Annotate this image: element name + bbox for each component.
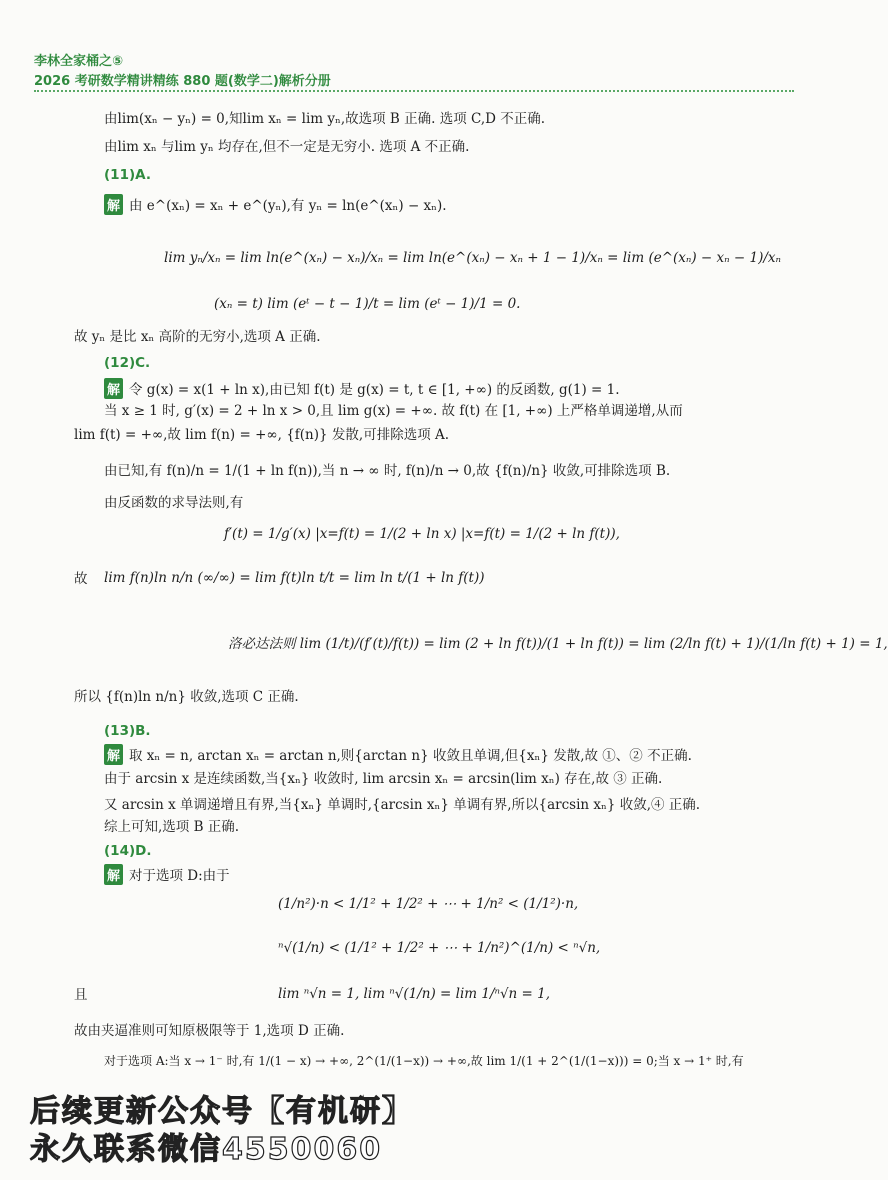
header-divider: [34, 90, 794, 92]
solution-line: [104, 194, 447, 215]
solution-line: [104, 378, 620, 399]
text-line: 综上可知,选项 B 正确.: [104, 819, 240, 835]
text-line: 由于 arcsin x 是连续函数,当{xₙ} 收敛时, lim arcsin xₙ = arcsin(lim xₙ) 存在,故 ③ 正确.: [104, 771, 663, 787]
answer-13: (13)B.: [104, 723, 151, 739]
equation: ⁿ√(1/n) < (1/1² + 1/2² + ⋯ + 1/n²)^(1/n) < ⁿ√n,: [278, 940, 601, 956]
answer-12: (12)C.: [104, 355, 151, 371]
text-line: 当 x ≥ 1 时, g′(x) = 2 + ln x > 0,且 lim g(x) = +∞. 故 f(t) 在 [1, +∞) 上严格单调递增,从而: [104, 403, 683, 419]
text-line: 故 yₙ 是比 xₙ 高阶的无穷小,选项 A 正确.: [74, 329, 321, 345]
text-line: 由已知,有 f(n)/n = 1/(1 + ln f(n)),当 n → ∞ 时, f(n)/n → 0,故 {f(n)/n} 收敛,可排除选项 B.: [104, 463, 671, 479]
header-subtitle: 2026 考研数学精讲精练 880 题(数学二)解析分册: [34, 74, 331, 89]
text-line: 对于选项 A:当 x → 1⁻ 时,有 1/(1 − x) → +∞, 2^(1/(1−x)) → +∞,故 lim 1/(1 + 2^(1/(1−x))) = 0;当 x → 1⁺ 时,有: [104, 1054, 744, 1068]
text-line: 且: [74, 987, 88, 1003]
text-line: 由lim xₙ 与lim yₙ 均存在,但不一定是无穷小. 选项 A 不正确.: [104, 139, 470, 155]
text-line: lim f(t) = +∞,故 lim f(n) = +∞, {f(n)} 发散,可排除选项 A.: [74, 427, 450, 443]
text-line: 对于选项 D:由于: [129, 868, 230, 884]
equation: 洛必达法则 lim (1/t)/(f′(t)/f(t)) = lim (2 + ln f(t))/(1 + ln f(t)) = lim (2/ln f(t) + 1)/(1/ln f(t) + 1) = 1,: [228, 636, 888, 652]
answer-14: (14)D.: [104, 843, 152, 859]
solution-badge: 解: [104, 864, 123, 885]
text-line: 由lim(xₙ − yₙ) = 0,知lim xₙ = lim yₙ,故选项 B 正确. 选项 C,D 不正确.: [104, 111, 546, 127]
solution-badge: 解: [104, 744, 123, 765]
text-line: 故由夹逼准则可知原极限等于 1,选项 D 正确.: [74, 1023, 345, 1039]
equation: lim f(n)ln n/n (∞/∞) = lim f(t)ln t/t = lim ln t/(1 + ln f(t)): [104, 570, 485, 586]
solution-badge: 解: [104, 378, 123, 399]
header-title: 李林全家桶之⑤: [34, 54, 124, 69]
text-line: 由 e^(xₙ) = xₙ + e^(yₙ),有 yₙ = ln(e^(xₙ) − xₙ).: [129, 198, 447, 214]
equation: lim yₙ/xₙ = lim ln(e^(xₙ) − xₙ)/xₙ = lim ln(e^(xₙ) − xₙ + 1 − 1)/xₙ = lim (e^(xₙ) − xₙ − 1)/xₙ: [164, 250, 781, 266]
text-line: 又 arcsin x 单调递增且有界,当{xₙ} 单调时,{arcsin xₙ} 单调有界,所以{arcsin xₙ} 收敛,④ 正确.: [104, 797, 701, 813]
text-line: 所以 {f(n)ln n/n} 收敛,选项 C 正确.: [74, 689, 299, 705]
solution-line: [104, 864, 230, 885]
watermark-line-1: 后续更新公众号【有机研】: [30, 1094, 414, 1129]
answer-11: (11)A.: [104, 167, 151, 183]
solution-line: [104, 744, 692, 765]
equation: (xₙ = t) lim (eᵗ − t − 1)/t = lim (eᵗ − 1)/1 = 0.: [214, 296, 521, 312]
text-line: 取 xₙ = n, arctan xₙ = arctan n,则{arctan n} 收敛且单调,但{xₙ} 发散,故 ①、② 不正确.: [129, 748, 692, 764]
solution-badge: 解: [104, 194, 123, 215]
text-line: 令 g(x) = x(1 + ln x),由已知 f(t) 是 g(x) = t, t ∈ [1, +∞) 的反函数, g(1) = 1.: [129, 382, 620, 398]
watermark-line-2: 永久联系微信4550060: [30, 1132, 383, 1167]
text-line: 故: [74, 571, 88, 587]
equation: lim ⁿ√n = 1, lim ⁿ√(1/n) = lim 1/ⁿ√n = 1,: [278, 986, 551, 1002]
equation: f′(t) = 1/g′(x) |x=f(t) = 1/(2 + ln x) |x=f(t) = 1/(2 + ln f(t)),: [224, 526, 620, 542]
text-line: 由反函数的求导法则,有: [104, 495, 244, 511]
equation: (1/n²)·n < 1/1² + 1/2² + ⋯ + 1/n² < (1/1²)·n,: [278, 896, 579, 912]
